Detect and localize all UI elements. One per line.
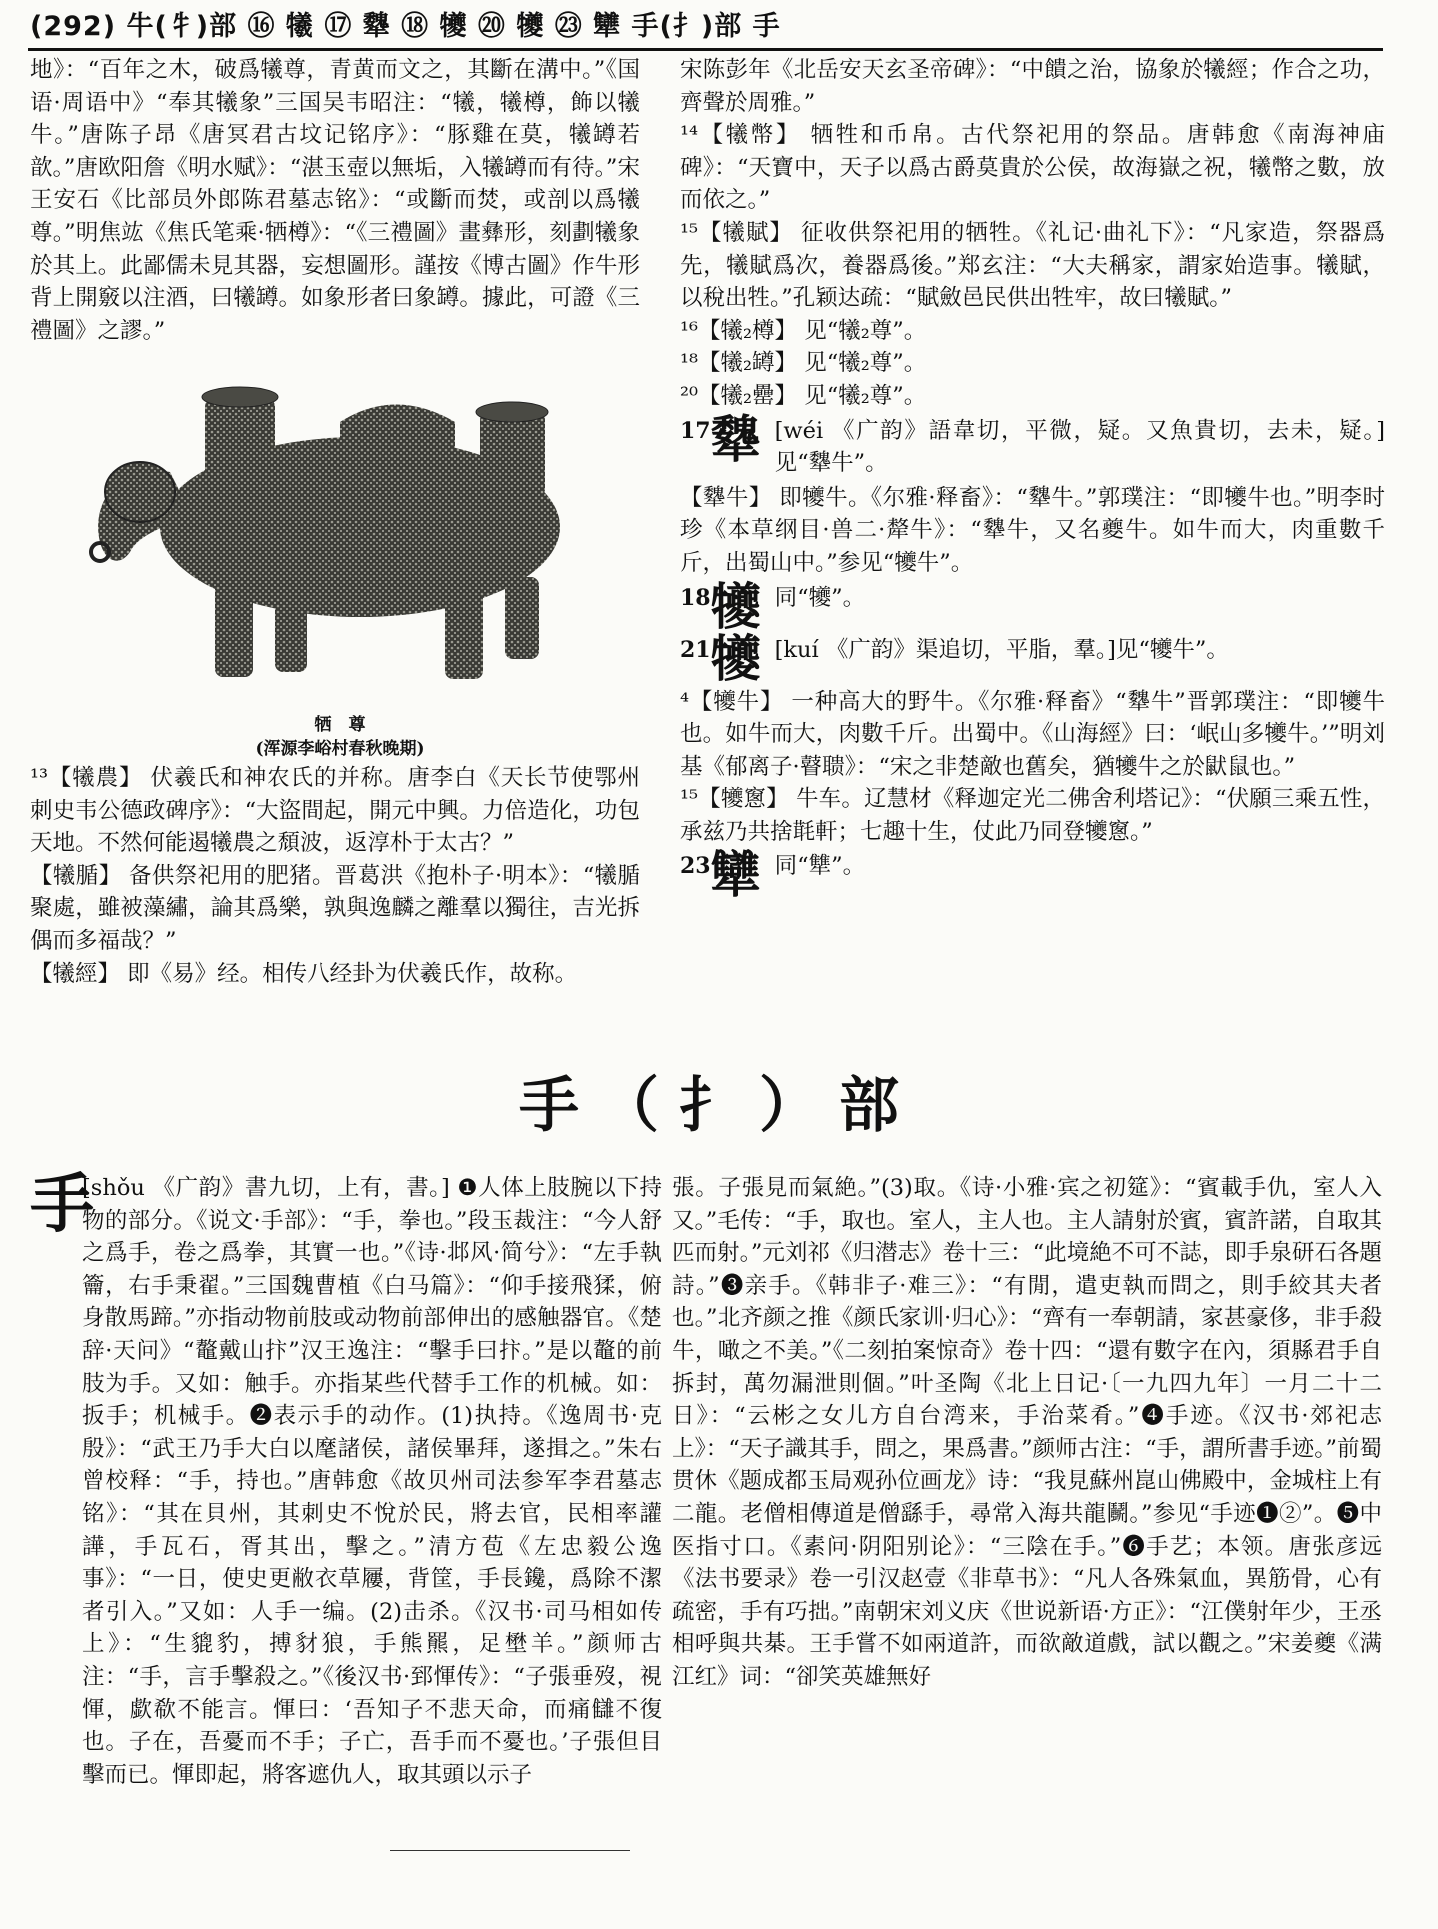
continued-paragraph: 地》：“百年之木，破爲犧尊，青黄而文之，其斷在溝中。”《国语·周语中》“奉其犧象”三国吴韦昭注：“犧，犧樽，飾以犧牛。”唐陈子昂《唐冥君古坟记铭序》：“豚雞在莫，犧罇若歆。”唐欧阳詹《明水赋》：“湛玉壺以無垢，入犧罇而有待。”宋王安石《比部员外郎陈君墓志铭》：“或斷而焚，或剖以爲犧尊。”明焦竑《焦氏笔乘·牺樽》：“《三禮圖》畫彝形，刻劃犧象於其上。此鄙儒未見其器，妄想圖形。謹按《博古圖》作牛形背上開竅以注酒，曰犧罇。如象形者曰象罇。據此，可證《三禮圖》之謬。” <box>30 57 640 344</box>
definition: 同“犪”。 <box>774 584 866 611</box>
headword-kui-21 <box>680 628 1385 688</box>
headword-wei <box>680 409 1385 480</box>
entry-weiniu: 【犩牛】 即犪牛。《尔雅·释畜》：“犩牛。”郭璞注：“即犪牛也。”明李时珍《本草纲目·兽二·犛牛》：“犩牛，又名夔牛。如牛而大，肉重數千斤，出蜀山中。”参见“犪牛”。 <box>680 484 1385 576</box>
stroke-count: 18 <box>680 584 711 611</box>
entry-xinong: ¹³【犧農】 伏羲氏和神农氏的并称。唐李白《天长节使鄂州刺史韦公德政碑序》：“大盜間起，開元中興。力倍造化，功包天地。不然何能遏犧農之頹波，返淳朴于太古？” <box>30 765 640 857</box>
headword-pan <box>680 845 1385 905</box>
headword-kui-18 <box>680 576 1385 636</box>
entry-xifu: ¹⁵【犧賦】 征收供祭祀用的牺牲。《礼记·曲礼下》：“凡家造，祭器爲先，犧賦爲次，養器爲後。”郑玄注：“大夫稱家，謂家始造事。犧賦，以稅出牲。”孔颖达疏：“賦斂邑民供出牲牢，故曰犧賦。” <box>680 219 1385 312</box>
headword-char: 犩 <box>710 409 761 469</box>
header-rule <box>28 48 1383 51</box>
column-1 <box>30 54 640 347</box>
definition: 同“犨”。 <box>774 853 866 880</box>
headword-char: 犪 <box>710 576 761 636</box>
column-1-lower <box>30 762 640 990</box>
entry-kuichuang: ¹⁵【犪窻】 牛车。辽慧材《释迦定光二佛舍利塔记》：“伏願三乘五性，承兹乃共捨㲨軒；七趣十生，仗此乃同登犪窻。” <box>680 786 1385 845</box>
bottom-rule <box>390 1850 630 1851</box>
pronunciation: [wéi 《广韵》語韋切，平微，疑。又魚貴切，去未，疑。]见“犩牛”。 <box>774 417 1385 477</box>
cross-reference: ²⁰【犧₂罍】 见“犧₂尊”。 <box>680 382 927 409</box>
entry-xijin: 【犧腯】 备供祭祀用的肥猪。晋葛洪《抱朴子·明本》：“犧腯聚處，雖被藻繡，論其爲樂，孰與逸麟之離羣以獨往，吉光拆偶而多福哉？” <box>30 862 640 954</box>
column-2 <box>680 54 1385 905</box>
entry-xijing: 【犧經】 即《易》经。相传八经卦为伏羲氏作，故称。 <box>30 960 578 987</box>
headword-char: 犪 <box>710 628 761 688</box>
column-4 <box>672 1172 1382 1694</box>
stroke-count: 17 <box>680 417 711 444</box>
pronunciation: [kuí 《广韵》渠追切，平脂，羣。]见“犪牛”。 <box>774 636 1229 663</box>
entry-xibi: ¹⁴【犧幣】 牺牲和币帛。古代祭祀用的祭品。唐韩愈《南海神庙碑》：“天寶中，天子以爲古爵莫貴於公侯，故海嶽之祝，犧幣之數，放而依之。” <box>680 122 1385 214</box>
cross-reference: ¹⁸【犧₂罇】 见“犧₂尊”。 <box>680 350 927 377</box>
stroke-count: 23 <box>680 853 711 880</box>
figure-caption-sub: (浑源李峪村春秋晚期) <box>255 739 425 759</box>
section-title: 手（扌）部 <box>519 1071 919 1141</box>
headword-char: 犫 <box>710 845 761 905</box>
entry-kuiniu: ⁴【犪牛】 一种高大的野牛。《尔雅·释畜》“犩牛”晋郭璞注：“即犪牛也。如牛而大，肉數千斤。出蜀中。《山海經》曰：‘岷山多犪牛。’”明刘基《郁离子·瞽聩》：“宋之非楚敵也舊矣，猶犪牛之於鼣鼠也。” <box>680 688 1385 780</box>
headword-shou: 手 <box>30 1167 94 1242</box>
entry-shou: [shǒu 《广韵》書九切，上有，書。] ❶人体上肢腕以下持物的部分。《说文·手部》：“手，拳也。”段玉裁注：“今人舒之爲手，卷之爲拳，其實一也。”《诗·邶风·简兮》：“左手執籥，右手秉翟。”三国魏曹植《白马篇》：“仰手接飛猱，俯身散馬蹄。”亦指动物前肢或动物前部伸出的感触器官。《楚辞·天问》“鼇戴山抃”汉王逸注：“擊手曰抃。”是以鼇的前肢为手。又如：触手。亦指某些代替手工作的机械。如：扳手；机械手。❷表示手的动作。(1)执持。《逸周书·克殷》：“武王乃手大白以麾諸侯，諸侯畢拜，遂揖之。”朱右曾校释：“手，持也。”唐韩愈《故贝州司法参军李君墓志铭》：“其在貝州，其刺史不悅於民，將去官，民相率讙譁，手瓦石，胥其出，擊之。”清方苞《左忠毅公逸事》：“一日，使史更敝衣草屨，背筐，手長鑱，爲除不潔者引入。”又如：人手一编。(2)击杀。《汉书·司马相如传上》：“生貔豹，搏豺狼，手熊羆，足壄羊。”颜师古注：“手，言手擊殺之。”《後汉书·郅惲传》：“子張垂歿，視惲，歔欷不能言。惲曰：‘吾知子不悲天命，而痛讎不復也。子在，吾憂而不手；子亡，吾手而不憂也。’子張但目擊而已。惲即起，將客遮仇人，取其頭以示子 <box>82 1175 662 1788</box>
cross-reference: ¹⁶【犧₂樽】 见“犧₂尊”。 <box>680 317 927 344</box>
stroke-count: 21 <box>680 636 711 663</box>
figure-caption-title: 牺 尊 <box>314 715 366 735</box>
continued-paragraph: 宋陈彭年《北岳安天玄圣帝碑》：“中饋之治，協象於犧經；作合之功，齊聲於周雅。” <box>680 57 1385 116</box>
bronze-ox-vessel-illustration <box>60 352 620 702</box>
running-header: (292) 牛(牜)部 ⑯ 犧 ⑰ 犩 ⑱ 犪 ⑳ 犪 ㉓ 犫 手(扌)部 手 <box>30 11 781 42</box>
column-3 <box>82 1172 662 1791</box>
entry-shou-continued: 張。子張見而氣絶。”(3)取。《诗·小雅·宾之初筵》：“賓載手仇，室人入又。”毛传：“手，取也。室人，主人也。主人請射於賓，賓許諾，自取其匹而射。”元刘祁《归潜志》卷十三：“此境絶不可不誌，即手泉研石各題詩。”❸亲手。《韩非子·难三》：“有閒，遣吏執而問之，則手絞其夫者也。”北齐颜之推《颜氏家训·归心》：“齊有一奉朝請，家甚豪侈，非手殺牛，噉之不美。”《二刻拍案惊奇》卷十四：“還有數字在內，須縣君手自拆封，萬勿漏泄則個。”叶圣陶《北上日记·〔一九四九年〕一月二十二日》：“云彬之女儿方自台湾来，手治菜肴。”❹手迹。《汉书·郊祀志上》：“天子識其手，問之，果爲書。”颜师古注：“手，謂所書手迹。”前蜀贯休《题成都玉局观孙位画龙》诗：“我見蘇州崑山佛殿中，金城柱上有二龍。老僧相傳道是僧繇手，尋常入海共龍鬭。”参见“手迹❶②”。❺中医指寸口。《素问·阴阳别论》：“三陰在手。”❻手艺；本领。唐张彦远《法书要录》卷一引汉赵壹《非草书》：“凡人各殊氣血，異筋骨，心有疏密，手有巧拙。”南朝宋刘义庆《世说新语·方正》：“江僕射年少，王丞相呼與共棊。王手嘗不如兩道許，而欲敵道戲，試以觀之。”宋姜夔《满江红》词：“卻笑英雄無好 <box>672 1175 1382 1690</box>
